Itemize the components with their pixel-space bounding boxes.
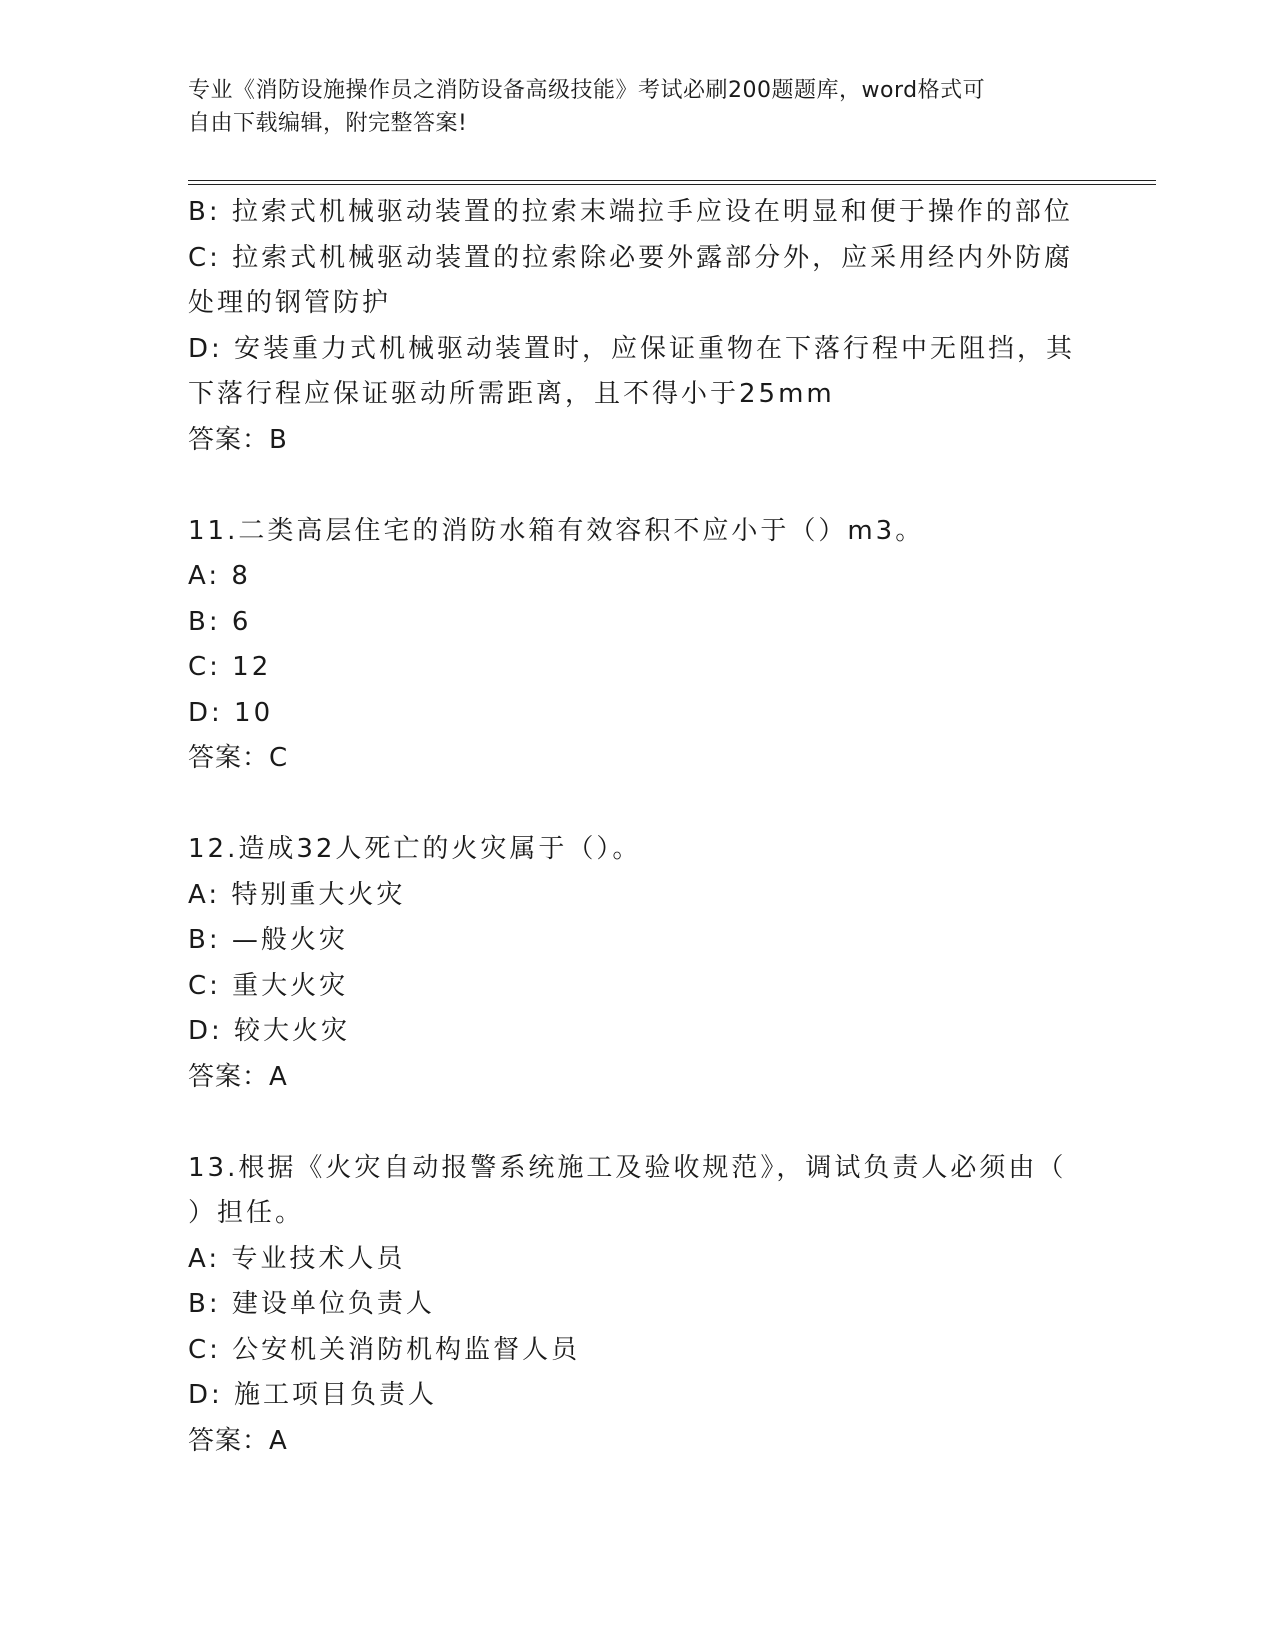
option-b: B: —般火灾: [188, 925, 348, 955]
question-text: 11.二类高层住宅的消防水箱有效容积不应小于（）m3。: [188, 515, 925, 546]
option-c-line-1: C: 拉索式机械驱动装置的拉索除必要外露部分外，应采用经内外防腐: [188, 242, 1074, 273]
answer: 答案：C: [188, 743, 289, 773]
option-a: A: 8: [188, 561, 251, 591]
option-c: C: 公安机关消防机构监督人员: [188, 1334, 581, 1365]
question-content: [188, 190, 1088, 1464]
option-b: B: 6: [188, 606, 252, 637]
header-title-line-1: 专业《消防设施操作员之消防设备高级技能》考试必刷200题题库，word格式可: [188, 78, 986, 103]
header-title-line-2: 自由下载编辑，附完整答案!: [188, 111, 468, 136]
question-13: [188, 1146, 1088, 1465]
option-d: D: 施工项目负责人: [188, 1380, 438, 1410]
option-d: D: 较大火灾: [188, 1016, 351, 1046]
answer: 答案：A: [188, 1425, 288, 1456]
spacer: [188, 782, 1088, 828]
question-text-line-2: ）担任。: [188, 1198, 305, 1228]
option-d: D: 10: [188, 697, 274, 728]
answer: 答案：A: [188, 1061, 288, 1092]
question-10-continued: [188, 190, 1088, 463]
spacer: [188, 463, 1088, 509]
header-divider-bottom: [188, 184, 1156, 185]
option-c: C: 12: [188, 652, 272, 682]
document-header: [188, 74, 1068, 140]
answer: 答案：B: [188, 424, 288, 455]
question-12: [188, 827, 1088, 1100]
option-b: B: 建设单位负责人: [188, 1289, 435, 1319]
spacer: [188, 1100, 1088, 1146]
question-11: [188, 509, 1088, 782]
question-text: 12.造成32人死亡的火灾属于（）。: [188, 834, 642, 864]
option-b: B: 拉索式机械驱动装置的拉索末端拉手应设在明显和便于操作的部位: [188, 197, 1073, 227]
question-text-line-1: 13.根据《火灾自动报警系统施工及验收规范》，调试负责人必须由（: [188, 1152, 1067, 1183]
option-a: A: 特别重大火灾: [188, 879, 406, 910]
header-divider-top: [188, 180, 1156, 181]
option-d-line-2: 下落行程应保证驱动所需距离，且不得小于25mm: [188, 379, 835, 409]
option-c-line-2: 处理的钢管防护: [188, 288, 392, 318]
option-c: C: 重大火灾: [188, 970, 349, 1001]
option-a: A: 专业技术人员: [188, 1243, 406, 1274]
option-d-line-1: D: 安装重力式机械驱动装置时，应保证重物在下落行程中无阻挡，其: [188, 333, 1076, 364]
